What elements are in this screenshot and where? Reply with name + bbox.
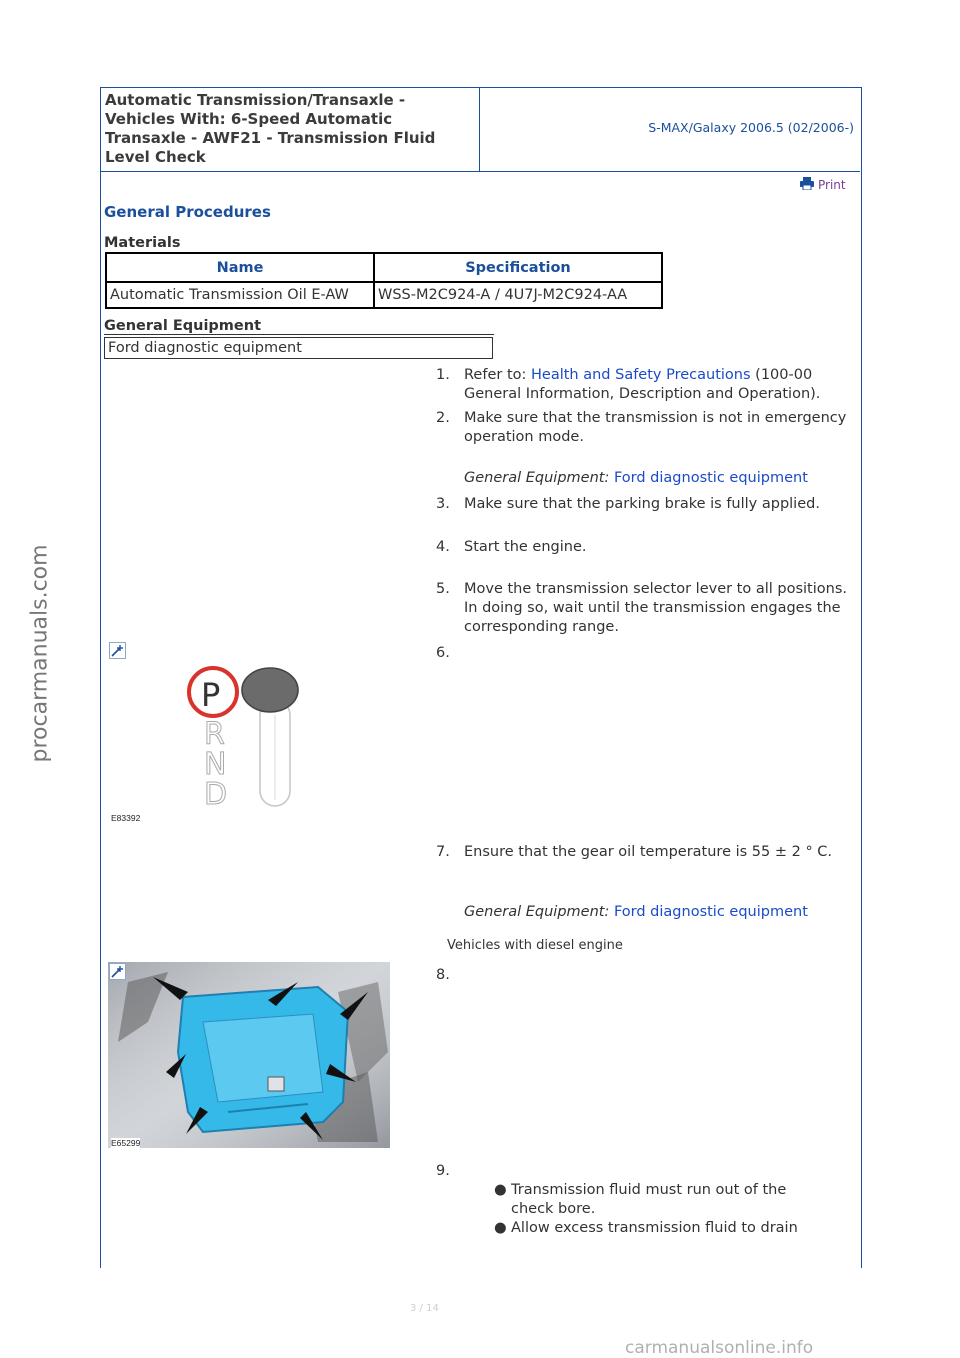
step-number: 1. [436,367,450,383]
image-code: E83392 [111,813,141,823]
undertray-image [108,962,390,1148]
step-text: Make sure that the transmission is not in emergency operation mode. [464,410,847,445]
step-prefix: Refer to: [464,367,531,383]
page-number: 3 / 14 [410,1303,439,1314]
column-header-name: Name [106,253,374,282]
bullet-text: Transmission fluid must run out of the check bore. [511,1182,787,1217]
equipment-item: Ford diagnostic equipment [104,337,493,359]
materials-table [105,252,663,309]
step-text [464,366,856,404]
gear-letter-d: D [204,777,228,812]
step-text: Make sure that the parking brake is fully applied. [464,496,820,512]
zoom-icon[interactable] [109,642,126,659]
step-number: 2. [436,410,450,426]
printer-icon [800,177,814,190]
step-number: 3. [436,496,450,512]
equipment-line [464,903,856,922]
material-specification: WSS-M2C924-A / 4U7J-M2C924-AA [374,282,662,308]
bottom-watermark: carmanualsonline.info [625,1338,814,1358]
step-text: Move the transmission selector lever to all positions. In doing so, wait until the transmission engages the corresponding range. [464,581,847,635]
section-title: General Procedures [104,203,271,221]
step-number: 7. [436,844,450,860]
diesel-note: Vehicles with diesel engine [447,938,623,953]
diagnostic-equipment-link[interactable]: Ford diagnostic equipment [613,470,808,486]
step-number: 9. [436,1163,450,1179]
gear-letter-p: P [201,676,221,714]
gear-letter-n: N [204,747,227,782]
table-header-row [106,253,662,282]
step-suffix: (100-00 General Information, Description and Operation). [464,367,821,402]
equipment-heading: General Equipment [104,318,262,334]
image-code: E65299 [111,1138,141,1148]
bullet-icon: ● [494,1220,507,1236]
health-safety-link[interactable]: Health and Safety Precautions [531,367,751,383]
print-button[interactable] [800,177,846,192]
materials-heading: Materials [104,235,181,251]
diagnostic-equipment-link[interactable]: Ford diagnostic equipment [613,904,808,920]
step-text: Start the engine. [464,539,587,555]
equipment-rule [104,334,494,335]
equipment-line [464,469,856,488]
gear-letter-r: R [204,717,225,752]
column-header-specification: Specification [374,253,662,282]
bullet-text: Allow excess transmission fluid to drain [511,1220,798,1236]
step-text: Ensure that the gear oil temperature is 55 ± 2 ° C. [464,844,833,860]
bullet-icon: ● [494,1182,507,1198]
step-number: 5. [436,581,450,597]
zoom-icon[interactable] [109,963,126,980]
print-label: Print [818,178,846,192]
equipment-label: General Equipment: [464,470,614,486]
document-header [100,87,860,172]
material-name: Automatic Transmission Oil E-AW [106,282,374,308]
step-number: 4. [436,539,450,555]
step-number: 8. [436,967,450,983]
equipment-label: General Equipment: [464,904,614,920]
document-title: Automatic Transmission/Transaxle - Vehicles With: 6-Speed Automatic Transaxle - AWF21 - Transmission Fluid Level Check [105,91,436,166]
selector-lever-image [108,660,308,825]
step-number: 6. [436,645,450,661]
header-divider [479,87,480,171]
vehicle-model: S-MAX/Galaxy 2006.5 (02/2006-) [648,120,854,135]
side-watermark: procarmanuals.com [27,544,53,763]
table-row [106,282,662,308]
